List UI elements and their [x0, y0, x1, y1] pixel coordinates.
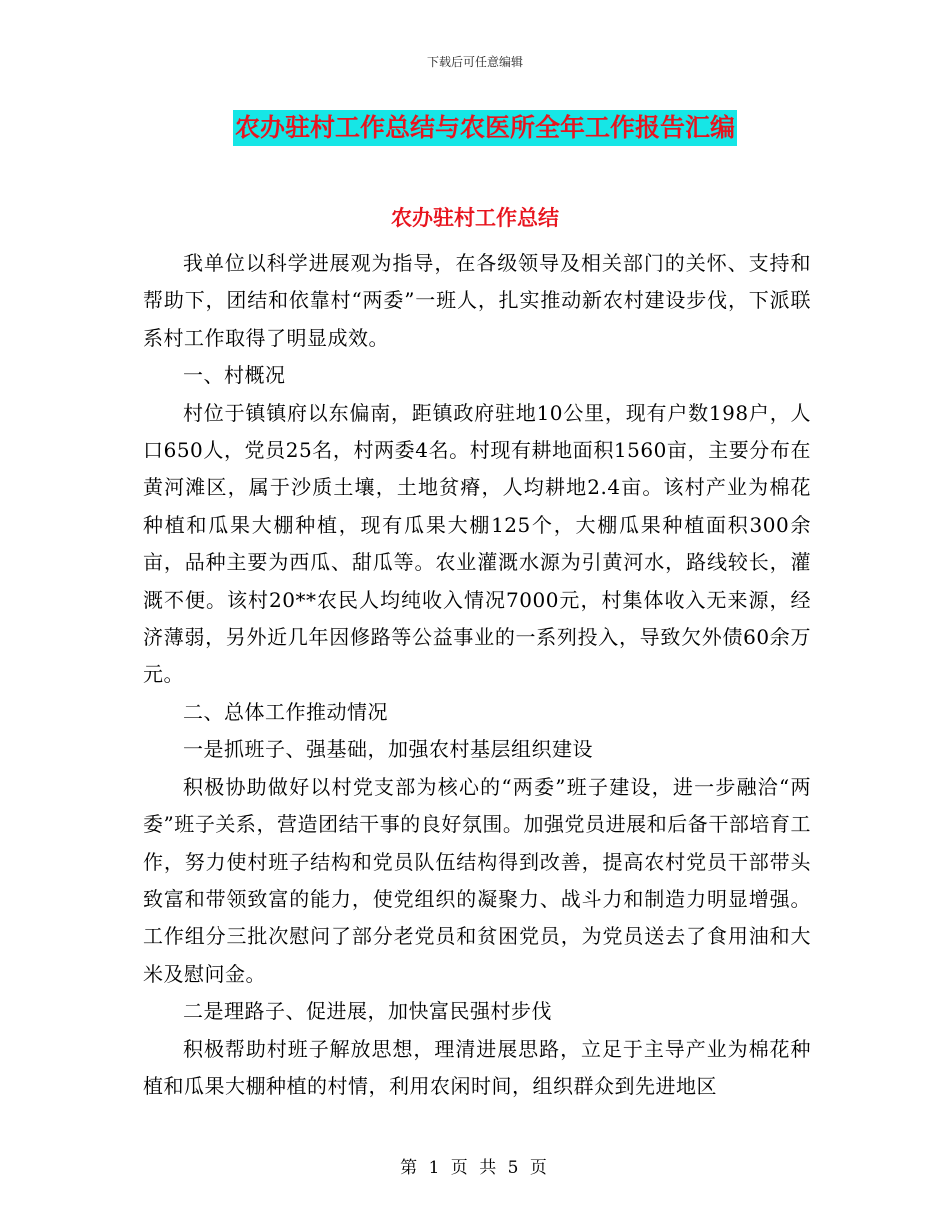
paragraph-development: 积极帮助村班子解放思想，理清进展思路，立足于主导产业为棉花种植和瓜果大棚种植的村情，利用农闲时间，组织群众到先进地区 — [143, 1036, 811, 1098]
subheading-development: 二是理路子、促进展，加快富民强村步伐 — [183, 999, 552, 1024]
heading-village-overview: 一、村概况 — [183, 363, 286, 388]
paragraph-intro: 我单位以科学进展观为指导，在各级领导及相关部门的关怀、支持和帮助下，团结和依靠村“两委”一班人，扎实推动新农村建设步伐，下派联系村工作取得了明显成效。 — [143, 251, 811, 350]
page-footer: 第 1 页 共 5 页 — [400, 1158, 550, 1178]
paragraph-team-building: 积极协助做好以村党支部为核心的“两委”班子建设，进一步融洽“两委”班子关系，营造团结干事的良好氛围。加强党员进展和后备干部培育工作，努力使村班子结构和党员队伍结构得到改善，提高农村党员干部带头致富和带领致富的能力，使党组织的凝聚力、战斗力和制造力明显增强。工作组分三批次慰问了部分老党员和贫困党员，为党员送去了食用油和大米及慰问金。 — [143, 774, 811, 986]
subheading-team-building: 一是抓班子、强基础，加强农村基层组织建设 — [183, 737, 593, 762]
heading-overall-progress: 二、总体工作推动情况 — [183, 699, 388, 724]
header-note: 下载后可任意编辑 — [426, 55, 523, 69]
paragraph-village-overview: 村位于镇镇府以东偏南，距镇政府驻地10公里，现有户数198户，人口650人，党员25名，村两委4名。村现有耕地面积1560亩，主要分布在黄河滩区，属于沙质土壤，土地贫瘠，人均耕地2.4亩。该村产业为棉花种植和瓜果大棚种植，现有瓜果大棚125个，大棚瓜果种植面积300余亩，品种主要为西瓜、甜瓜等。农业灌溉水源为引黄河水，路线较长，灌溉不便。该村20**农民人均纯收入情况7000元，村集体收入无来源，经济薄弱，另外近几年因修路等公益事业的一系列投入，导致欠外债60余万元。 — [143, 400, 811, 687]
section-title: 农办驻村工作总结 — [391, 206, 559, 230]
document-body — [143, 245, 811, 1105]
document-title: 农办驻村工作总结与农医所全年工作报告汇编 — [233, 110, 737, 146]
